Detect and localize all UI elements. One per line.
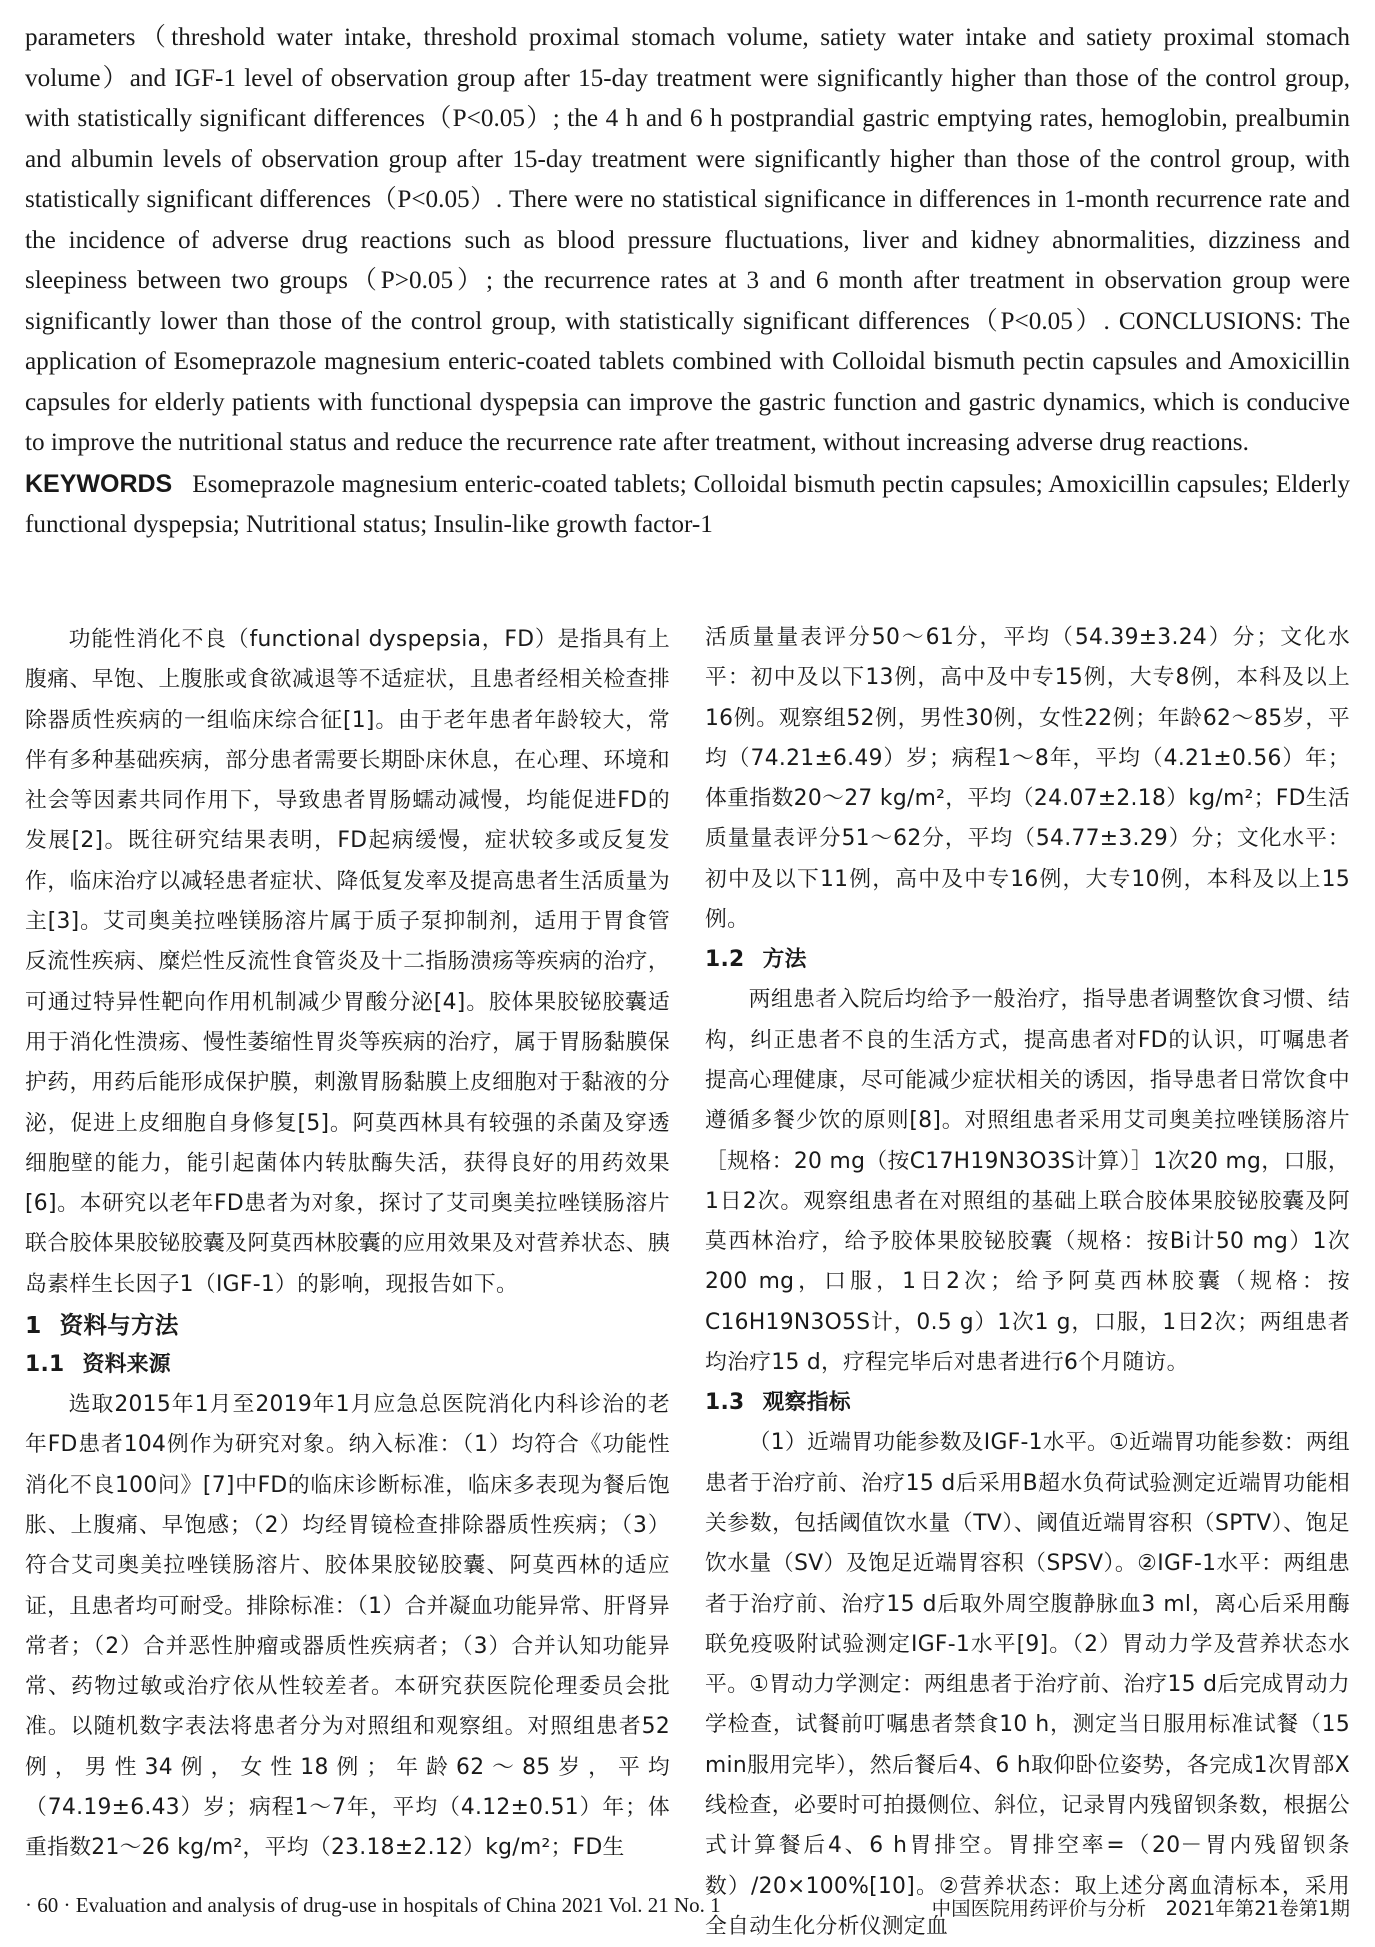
footer-left: · 60 · Evaluation and analysis of drug-use in hospitals of China 2021 Vol. 21 No. 1 [25,1893,721,1917]
section-1-3-number: 1.3 [705,1390,745,1416]
section-1-1-paragraph: 选取2015年1月至2019年1月应急总医院消化内科诊治的老年FD患者104例作为研究对象。纳入标准：（1）均符合《功能性消化不良100问》[7]中FD的临床诊断标准，临床多表现为餐后饱胀、上腹痛、早饱感；（2）均经胃镜检查排除器质性疾病；（3）符合艾司奥美拉唑镁肠溶片、胶体果胶铋胶囊、阿莫西林的适应证，且患者均可耐受。排除标准：（1）合并凝血功能异常、肝肾异常者；（2）合并恶性肿瘤或器质性疾病者；（3）合并认知功能异常、药物过敏或治疗依从性较差者。本研究获医院伦理委员会批准。以随机数字表法将患者分为对照组和观察组。对照组患者52例，男性34例，女性18例；年龄62～85岁，平均（74.19±6.43）岁；病程1～7年，平均（4.12±0.51）年；体重指数21～26 kg/m²，平均（23.18±2.12）kg/m²；FD生 [25,1392,670,1861]
section-1-title: 资料与方法 [59,1311,179,1340]
abstract-body: parameters（threshold water intake, threshold proximal stomach volume, satiety water intake and satiety proximal stomach volume）and IGF-1 level of observation group after 15-day treatment were significantly higher than those of the control group, with statistically significant differences（P<0.05）; the 4 h and 6 h postprandial gastric emptying rates, hemoglobin, prealbumin and albumin levels of observation group after 15-day treatment were significantly higher than those of the control group, with statistically significant differences（P<0.05）. There were no statistical significance in differences in 1-month recurrence rate and the incidence of adverse drug reactions such as blood pressure fluctuations, liver and kidney abnormalities, dizziness and sleepiness between two groups（P>0.05）; the recurrence rates at 3 and 6 month after treatment in observation group were significantly lower than those of the control group, with statistically significant differences（P<0.05）. CONCLUSIONS: The application of Esomeprazole magnesium enteric-coated tablets combined with Colloidal bismuth pectin capsules and Amoxicillin capsules for elderly patients with functional dyspepsia can improve the gastric function and gastric dynamics, which is conducive to improve the nutritional status and reduce the recurrence rate after treatment, without increasing adverse drug reactions. [25,24,1350,456]
footer-right: 中国医院用药评价与分析 2021年第21卷第1期 [931,1897,1350,1920]
section-1-2-title: 方法 [762,947,807,973]
section-1-heading [25,1305,670,1345]
section-1-1-title: 资料来源 [82,1352,171,1378]
english-abstract [25,18,1350,546]
section-1-2-paragraph: 两组患者入院后均给予一般治疗，指导患者调整饮食习惯、结构，纠正患者不良的生活方式，提高患者对FD的认识，叮嘱患者提高心理健康，尽可能减少症状相关的诱因，指导患者日常饮食中遵循多餐少饮的原则[8]。对照组患者采用艾司奥美拉唑镁肠溶片［规格：20 mg（按C17H19N3O3S计算）］1次20 mg，口服，1日2次。观察组患者在对照组的基础上联合胶体果胶铋胶囊及阿莫西林治疗，给予胶体果胶铋胶囊（规格：按Bi计50 mg）1次200 mg，口服，1日2次；给予阿莫西林胶囊（规格：按C16H19N3O5S计，0.5 g）1次1 g，口服，1日2次；两组患者均治疗15 d，疗程完毕后对患者进行6个月随访。 [705,987,1350,1376]
keywords-line [25,464,1350,546]
section-1-3-paragraph: （1）近端胃功能参数及IGF-1水平。①近端胃功能参数：两组患者于治疗前、治疗15 d后采用B超水负荷试验测定近端胃功能相关参数，包括阈值饮水量（TV）、阈值近端胃容积（SPTV）、饱足饮水量（SV）及饱足近端胃容积（SPSV）。②IGF-1水平：两组患者于治疗前、治疗15 d后取外周空腹静脉血3 ml，离心后采用酶联免疫吸附试验测定IGF-1水平[9]。（2）胃动力学及营养状态水平。①胃动力学测定：两组患者于治疗前、治疗15 d后完成胃动力学检查，试餐前叮嘱患者禁食10 h，测定当日服用标准试餐（15 min服用完毕），然后餐后4、6 h取仰卧位姿势，各完成1次胃部X线检查，必要时可拍摄侧位、斜位，记录胃内残留钡条数，根据公式计算餐后4、6 h胃排空。胃排空率=（20－胃内残留钡条数）/20×100%[10]。②营养状态：取上述分离血清标本，采用全自动生化分析仪测定血 [705,1430,1350,1939]
right-column [705,618,1350,1947]
intro-paragraph: 功能性消化不良（functional dyspepsia，FD）是指具有上腹痛、早饱、上腹胀或食欲减退等不适症状，且患者经相关检查排除器质性疾病的一组临床综合征[1]。由于老年患者年龄较大，常伴有多种基础疾病，部分患者需要长期卧床休息，在心理、环境和社会等因素共同作用下，导致患者胃肠蠕动减慢，均能促进FD的发展[2]。既往研究结果表明，FD起病缓慢，症状较多或反复发作，临床治疗以减轻患者症状、降低复发率及提高患者生活质量为主[3]。艾司奥美拉唑镁肠溶片属于质子泵抑制剂，适用于胃食管反流性疾病、糜烂性反流性食管炎及十二指肠溃疡等疾病的治疗，可通过特异性靶向作用机制减少胃酸分泌[4]。胶体果胶铋胶囊适用于消化性溃疡、慢性萎缩性胃炎等疾病的治疗，属于胃肠黏膜保护药，用药后能形成保护膜，刺激胃肠黏膜上皮细胞对于黏液的分泌，促进上皮细胞自身修复[5]。阿莫西林具有较强的杀菌及穿透细胞壁的能力，能引起菌体内转肽酶失活，获得良好的用药效果[6]。本研究以老年FD患者为对象，探讨了艾司奥美拉唑镁肠溶片联合胶体果胶铋胶囊及阿莫西林胶囊的应用效果及对营养状态、胰岛素样生长因子1（IGF-1）的影响，现报告如下。 [25,627,670,1297]
section-1-3-heading [705,1383,1350,1423]
section-1-2-number: 1.2 [705,947,745,973]
section-1-number: 1 [25,1311,42,1340]
section-1-1-heading [25,1345,670,1385]
section-1-3-title: 观察指标 [762,1390,851,1416]
left-column [25,620,670,1869]
section-1-1-number: 1.1 [25,1352,65,1378]
keywords-text: Esomeprazole magnesium enteric-coated tablets; Colloidal bismuth pectin capsules; Amoxicillin capsules; Elderly functional dyspepsia; Nutritional status; Insulin-like growth factor-1 [25,470,1350,538]
section-1-2-heading [705,940,1350,980]
continued-paragraph: 活质量量表评分50～61分，平均（54.39±3.24）分；文化水平：初中及以下13例，高中及中专15例，大专8例，本科及以上16例。观察组52例，男性30例，女性22例；年龄62～85岁，平均（74.21±6.49）岁；病程1～8年，平均（4.21±0.56）年；体重指数20～27 kg/m²，平均（24.07±2.18）kg/m²；FD生活质量量表评分51～62分，平均（54.77±3.29）分；文化水平：初中及以下11例，高中及中专16例，大专10例，本科及以上15例。 [705,625,1350,933]
keywords-label: KEYWORDS [25,469,173,498]
page-footer [25,1893,1350,1925]
